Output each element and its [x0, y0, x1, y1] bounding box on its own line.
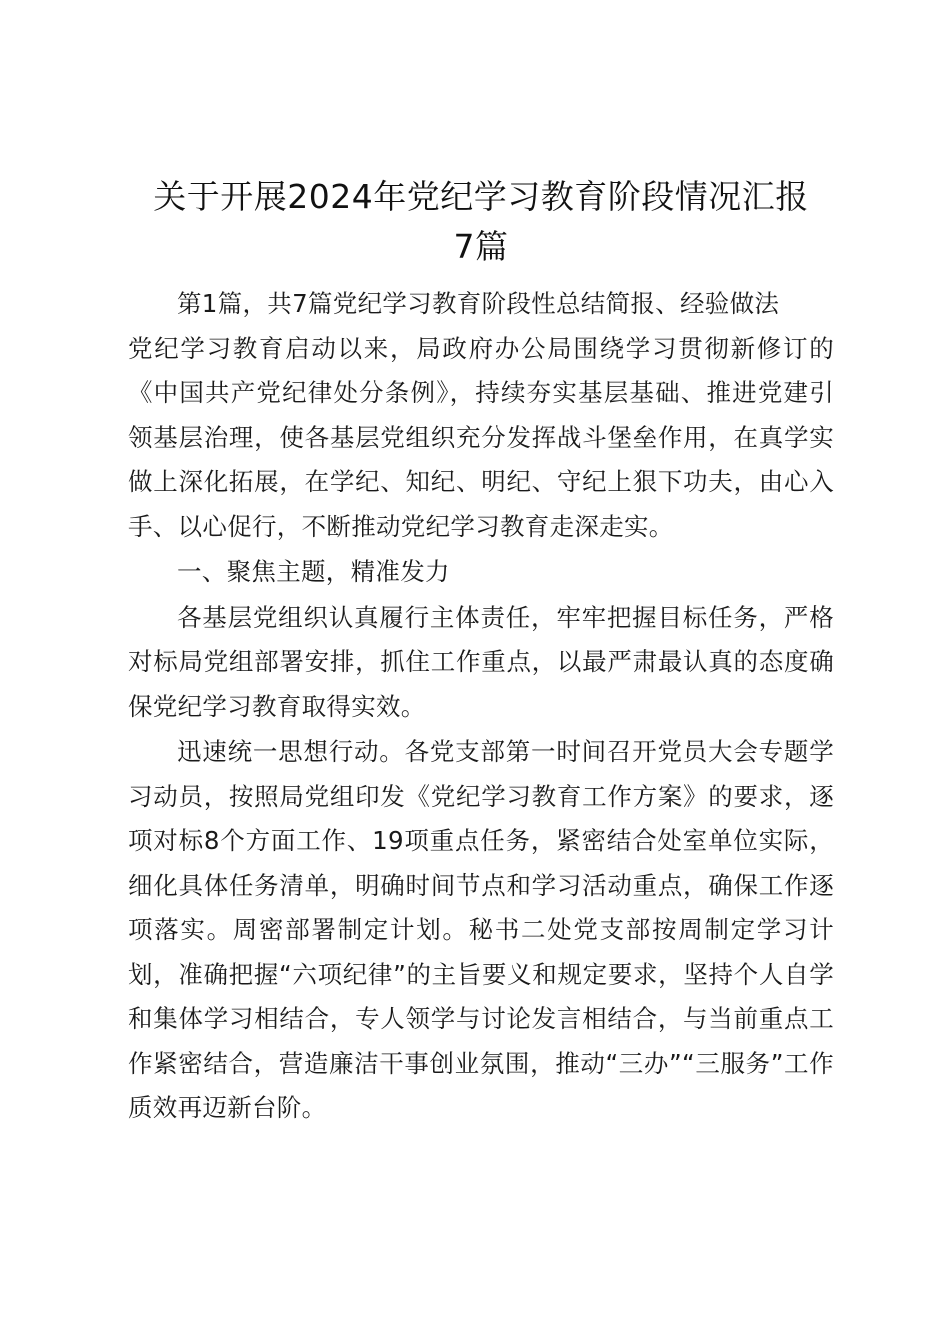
- document-page: [128, 172, 834, 1131]
- intro-paragraph: 党纪学习教育启动以来，局政府办公局围绕学习贯彻新修订的《中国共产党纪律处分条例》，持续夯实基层基础、推进党建引领基层治理，使各基层党组织充分发挥战斗堡垒作用，在真学实做上深化拓展，在学纪、知纪、明纪、守纪上狠下功夫，由心入手、以心促行，不断推动党纪学习教育走深走实。: [128, 333, 834, 541]
- title-line-1: 关于开展2024年党纪学习教育阶段情况汇报: [153, 177, 809, 216]
- body-paragraph: 迅速统一思想行动。各党支部第一时间召开党员大会专题学习动员，按照局党组印发《党纪学习教育工作方案》的要求，逐项对标8个方面工作、19项重点任务，紧密结合处室单位实际，细化具体任务清单，明确时间节点和学习活动重点，确保工作逐项落实。周密部署制定计划。秘书二处党支部按周制定学习计划，准确把握“六项纪律”的主旨要义和规定要求，坚持个人自学和集体学习相结合，专人领学与讨论发言相结合，与当前重点工作紧密结合，营造廉洁干事创业氛围，推动“三办”“三服务”工作质效再迈新台阶。: [128, 737, 834, 1122]
- document-title: [128, 172, 834, 272]
- series-note: 第1篇，共7篇党纪学习教育阶段性总结简报、经验做法: [177, 289, 780, 318]
- document-body: [128, 282, 834, 1131]
- title-line-2: 7篇: [453, 227, 509, 266]
- section-heading: 一、聚焦主题，精准发力: [177, 557, 450, 586]
- body-paragraph: 各基层党组织认真履行主体责任，牢牢把握目标任务，严格对标局党组部署安排，抓住工作重点，以最严肃最认真的态度确保党纪学习教育取得实效。: [128, 602, 834, 721]
